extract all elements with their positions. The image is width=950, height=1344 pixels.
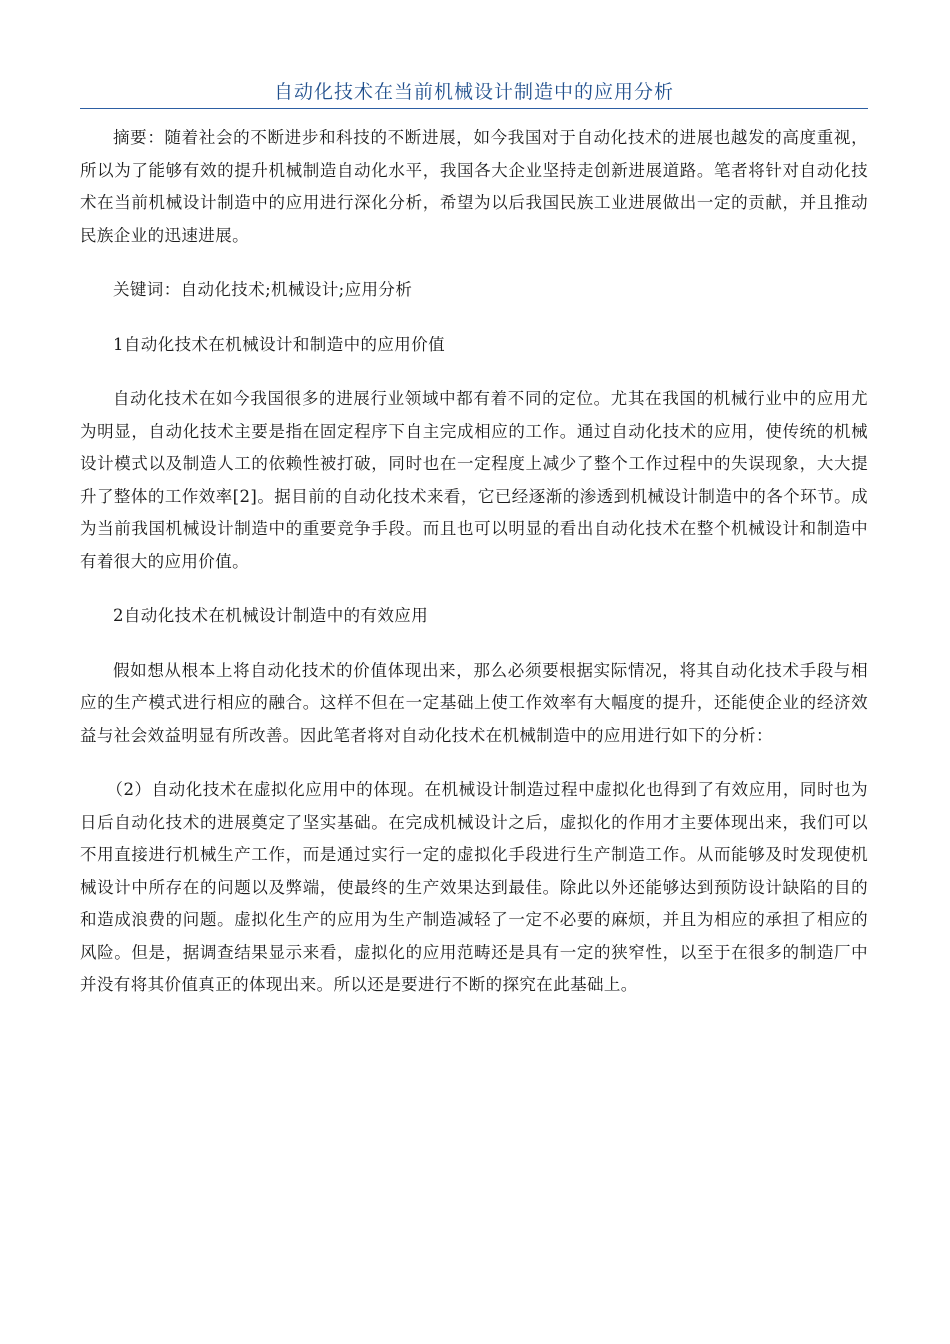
document-title: 自动化技术在当前机械设计制造中的应用分析 — [273, 81, 674, 103]
abstract-paragraph: 摘要：随着社会的不断进步和科技的不断进展，如今我国对于自动化技术的进展也越发的高度重视，所以为了能够有效的提升机械制造自动化水平，我国各大企业坚持走创新进展道路。笔者将针对自动化技术在当前机械设计制造中的应用进行深化分析，希望为以后我国民族工业进展做出一定的贡献，并且推动民族企业的迅速进展。 — [80, 128, 868, 245]
section-heading-1: 1自动化技术在机械设计和制造中的应用价值 — [113, 334, 445, 354]
section-heading-2: 2自动化技术在机械设计制造中的有效应用 — [113, 606, 429, 625]
body-paragraph: 自动化技术在如今我国很多的进展行业领域中都有着不同的定位。尤其在我国的机械行业中的应用尤为明显，自动化技术主要是指在固定程序下自主完成相应的工作。通过自动化技术的应用，使传统的机械设计模式以及制造人工的依赖性被打破，同时也在一定程度上减少了整个工作过程中的失误现象，大大提升了整体的工作效率[2]。据目前的自动化技术来看，它已经逐渐的渗透到机械设计制造中的各个环节。成为当前我国机械设计制造中的重要竞争手段。而且也可以明显的看出自动化技术在整个机械设计和制造中有着很大的应用价值。 — [80, 389, 868, 571]
body-paragraph: 假如想从根本上将自动化技术的价值体现出来，那么必须要根据实际情况，将其自动化技术手段与相应的生产模式进行相应的融合。这样不但在一定基础上使工作效率有大幅度的提升，还能使企业的经济效益与社会效益明显有所改善。因此笔者将对自动化技术在机械制造中的应用进行如下的分析： — [80, 660, 868, 745]
title-underline — [80, 108, 868, 109]
body-paragraph: （2）自动化技术在虚拟化应用中的体现。在机械设计制造过程中虚拟化也得到了有效应用，同时也为日后自动化技术的进展奠定了坚实基础。在完成机械设计之后，虚拟化的作用才主要体现出来，我们可以不用直接进行机械生产工作，而是通过实行一定的虚拟化手段进行生产制造工作。从而能够及时发现使机械设计中所存在的问题以及弊端，使最终的生产效果达到最佳。除此以外还能够达到预防设计缺陷的目的和造成浪费的问题。虚拟化生产的应用为生产制造减轻了一定不必要的麻烦，并且为相应的承担了相应的风险。但是，据调查结果显示来看，虚拟化的应用范畴还是具有一定的狭窄性，以至于在很多的制造厂中并没有将其价值真正的体现出来。所以还是要进行不断的探究在此基础上。 — [80, 780, 868, 994]
document-body — [80, 122, 868, 1024]
keywords-paragraph: 关键词：自动化技术;机械设计;应用分析 — [113, 280, 413, 299]
